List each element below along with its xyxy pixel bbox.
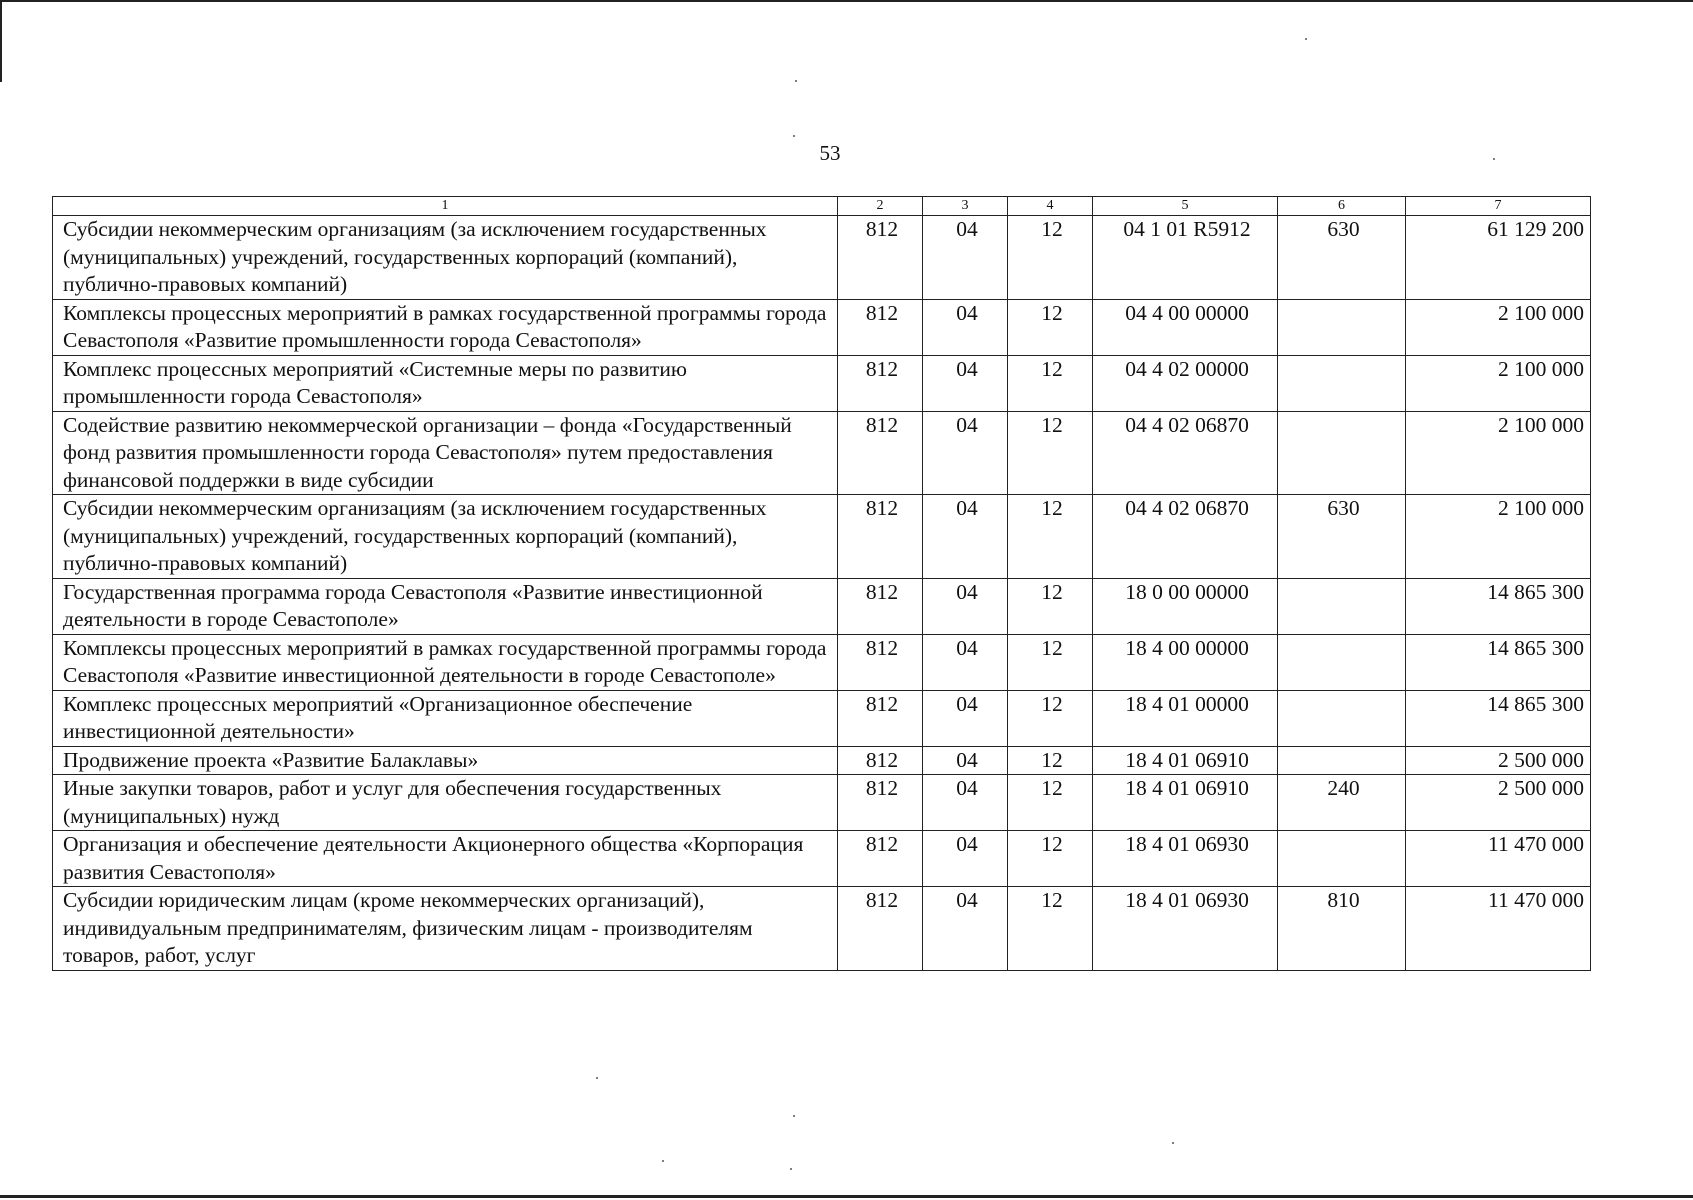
row-section-code: 04 <box>923 355 1008 411</box>
row-target-code: 18 4 01 00000 <box>1093 690 1278 746</box>
row-ministry-code: 812 <box>838 299 923 355</box>
scan-speck <box>662 1160 664 1162</box>
row-ministry-code: 812 <box>838 355 923 411</box>
table-row <box>53 299 1591 355</box>
row-amount: 14 865 300 <box>1406 690 1591 746</box>
row-subsection-code: 12 <box>1008 634 1093 690</box>
table-row <box>53 411 1591 495</box>
row-target-code: 04 4 02 06870 <box>1093 495 1278 579</box>
scan-edge-left <box>0 0 2 82</box>
row-target-code: 04 4 02 00000 <box>1093 355 1278 411</box>
row-amount: 2 100 000 <box>1406 355 1591 411</box>
row-expense-type <box>1278 578 1406 634</box>
row-name: Комплексы процессных мероприятий в рамках государственной программы города Севастополя «Развитие инвестиционной деятельности в городе Севастополе» <box>53 634 838 690</box>
row-section-code: 04 <box>923 411 1008 495</box>
table-row <box>53 634 1591 690</box>
row-ministry-code: 812 <box>838 216 923 300</box>
row-target-code: 18 0 00 00000 <box>1093 578 1278 634</box>
scan-speck <box>1493 158 1495 160</box>
row-expense-type: 240 <box>1278 775 1406 831</box>
row-name: Комплекс процессных мероприятий «Организационное обеспечение инвестиционной деятельности» <box>53 690 838 746</box>
scan-speck <box>1172 1142 1174 1144</box>
row-target-code: 18 4 01 06930 <box>1093 887 1278 971</box>
row-target-code: 18 4 01 06910 <box>1093 746 1278 775</box>
row-name: Государственная программа города Севастополя «Развитие инвестиционной деятельности в городе Севастополе» <box>53 578 838 634</box>
row-subsection-code: 12 <box>1008 775 1093 831</box>
row-ministry-code: 812 <box>838 887 923 971</box>
row-amount: 14 865 300 <box>1406 634 1591 690</box>
row-target-code: 18 4 01 06910 <box>1093 775 1278 831</box>
table-row <box>53 355 1591 411</box>
row-name: Продвижение проекта «Развитие Балаклавы» <box>53 746 838 775</box>
row-amount: 11 470 000 <box>1406 831 1591 887</box>
column-header: 2 <box>838 197 923 216</box>
row-subsection-code: 12 <box>1008 887 1093 971</box>
column-header: 1 <box>53 197 838 216</box>
row-target-code: 04 4 02 06870 <box>1093 411 1278 495</box>
table-row <box>53 775 1591 831</box>
row-name: Комплексы процессных мероприятий в рамках государственной программы города Севастополя «Развитие промышленности города Севастополя» <box>53 299 838 355</box>
row-subsection-code: 12 <box>1008 216 1093 300</box>
scan-speck <box>793 135 795 137</box>
table-row <box>53 831 1591 887</box>
row-ministry-code: 812 <box>838 634 923 690</box>
table-row <box>53 746 1591 775</box>
row-expense-type: 810 <box>1278 887 1406 971</box>
row-subsection-code: 12 <box>1008 299 1093 355</box>
row-expense-type <box>1278 355 1406 411</box>
row-section-code: 04 <box>923 634 1008 690</box>
row-target-code: 04 1 01 R5912 <box>1093 216 1278 300</box>
scan-speck <box>793 1115 795 1117</box>
column-header: 4 <box>1008 197 1093 216</box>
row-name: Субсидии юридическим лицам (кроме некоммерческих организаций), индивидуальным предпринимателям, физическим лицам - производителям товаров, работ, услуг <box>53 887 838 971</box>
scan-speck <box>1305 38 1307 40</box>
table-row <box>53 495 1591 579</box>
row-subsection-code: 12 <box>1008 578 1093 634</box>
column-header: 3 <box>923 197 1008 216</box>
table-row <box>53 578 1591 634</box>
scan-speck <box>596 1077 598 1079</box>
row-section-code: 04 <box>923 746 1008 775</box>
scan-speck <box>790 1168 792 1170</box>
row-ministry-code: 812 <box>838 831 923 887</box>
row-ministry-code: 812 <box>838 578 923 634</box>
row-target-code: 18 4 00 00000 <box>1093 634 1278 690</box>
column-header: 6 <box>1278 197 1406 216</box>
column-header: 7 <box>1406 197 1591 216</box>
row-subsection-code: 12 <box>1008 495 1093 579</box>
row-section-code: 04 <box>923 578 1008 634</box>
row-amount: 2 100 000 <box>1406 495 1591 579</box>
row-name: Содействие развитию некоммерческой организации – фонда «Государственный фонд развития промышленности города Севастополя» путем предоставления финансовой поддержки в виде субсидии <box>53 411 838 495</box>
row-name: Иные закупки товаров, работ и услуг для обеспечения государственных (муниципальных) нужд <box>53 775 838 831</box>
row-ministry-code: 812 <box>838 775 923 831</box>
row-target-code: 04 4 00 00000 <box>1093 299 1278 355</box>
row-name: Комплекс процессных мероприятий «Системные меры по развитию промышленности города Севастополя» <box>53 355 838 411</box>
row-amount: 14 865 300 <box>1406 578 1591 634</box>
row-subsection-code: 12 <box>1008 411 1093 495</box>
row-amount: 2 500 000 <box>1406 775 1591 831</box>
row-ministry-code: 812 <box>838 411 923 495</box>
scan-speck <box>795 80 797 82</box>
page-number: 53 <box>819 141 841 165</box>
row-target-code: 18 4 01 06930 <box>1093 831 1278 887</box>
row-amount: 2 500 000 <box>1406 746 1591 775</box>
row-section-code: 04 <box>923 216 1008 300</box>
row-expense-type <box>1278 299 1406 355</box>
row-section-code: 04 <box>923 495 1008 579</box>
row-amount: 2 100 000 <box>1406 299 1591 355</box>
row-name: Субсидии некоммерческим организациям (за исключением государственных (муниципальных) учреждений, государственных корпораций (компаний), публично-правовых компаний) <box>53 495 838 579</box>
row-expense-type: 630 <box>1278 495 1406 579</box>
row-section-code: 04 <box>923 299 1008 355</box>
table-row <box>53 216 1591 300</box>
budget-table <box>52 196 1591 971</box>
row-subsection-code: 12 <box>1008 831 1093 887</box>
scan-edge-bottom <box>0 1195 1693 1198</box>
row-subsection-code: 12 <box>1008 690 1093 746</box>
scan-edge-top <box>0 0 1693 2</box>
row-expense-type <box>1278 831 1406 887</box>
row-section-code: 04 <box>923 775 1008 831</box>
row-ministry-code: 812 <box>838 495 923 579</box>
row-expense-type: 630 <box>1278 216 1406 300</box>
row-expense-type <box>1278 690 1406 746</box>
row-ministry-code: 812 <box>838 690 923 746</box>
row-section-code: 04 <box>923 831 1008 887</box>
row-amount: 61 129 200 <box>1406 216 1591 300</box>
row-section-code: 04 <box>923 690 1008 746</box>
header-row <box>53 197 1591 216</box>
row-section-code: 04 <box>923 887 1008 971</box>
row-expense-type <box>1278 634 1406 690</box>
row-name: Субсидии некоммерческим организациям (за исключением государственных (муниципальных) учреждений, государственных корпораций (компаний), публично-правовых компаний) <box>53 216 838 300</box>
column-header: 5 <box>1093 197 1278 216</box>
table-row <box>53 690 1591 746</box>
row-subsection-code: 12 <box>1008 355 1093 411</box>
row-amount: 2 100 000 <box>1406 411 1591 495</box>
row-name: Организация и обеспечение деятельности Акционерного общества «Корпорация развития Севастополя» <box>53 831 838 887</box>
row-expense-type <box>1278 746 1406 775</box>
row-expense-type <box>1278 411 1406 495</box>
row-subsection-code: 12 <box>1008 746 1093 775</box>
table-row <box>53 887 1591 971</box>
row-ministry-code: 812 <box>838 746 923 775</box>
row-amount: 11 470 000 <box>1406 887 1591 971</box>
